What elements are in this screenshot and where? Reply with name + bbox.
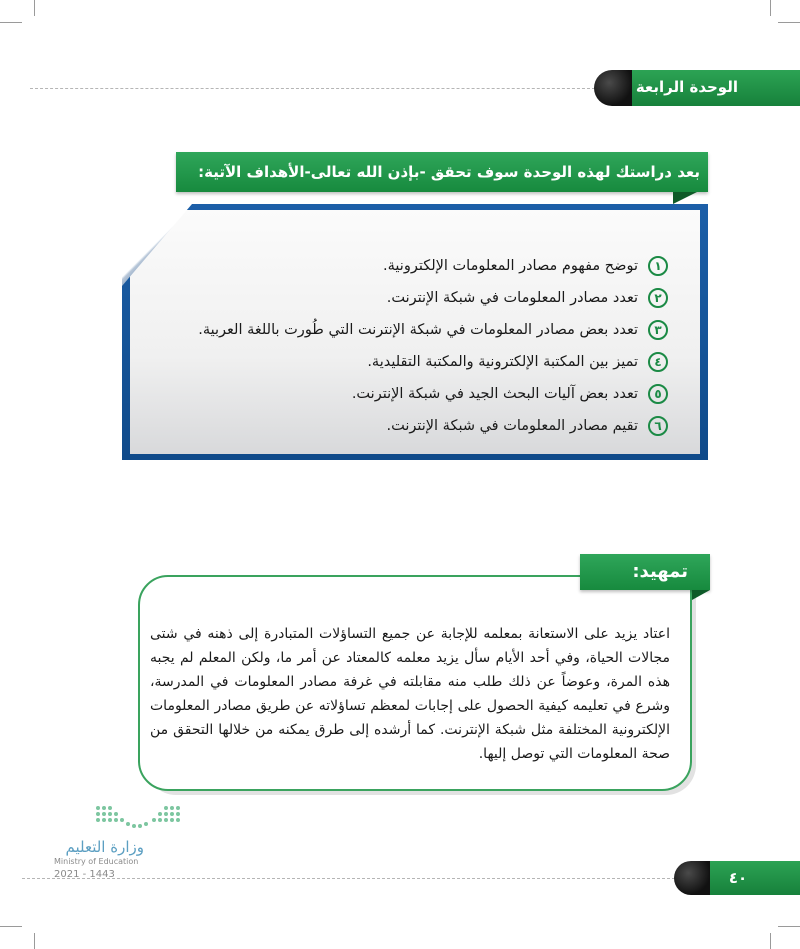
number-badge: ٢ [648, 288, 668, 308]
top-dashed-rule [30, 88, 595, 89]
objective-text: تعدد مصادر المعلومات في شبكة الإنترنت. [386, 290, 638, 306]
crop-mark [770, 933, 771, 949]
bottom-dashed-rule [22, 878, 690, 879]
objective-item [198, 314, 668, 346]
objective-item [198, 346, 668, 378]
objective-text: تعدد بعض مصادر المعلومات في شبكة الإنترنت التي طُورت باللغة العربية. [198, 322, 638, 338]
objective-item [198, 250, 668, 282]
unit-tab-cap [594, 70, 632, 106]
goals-banner-fold [673, 192, 697, 204]
crop-mark [770, 0, 771, 16]
crop-mark [0, 22, 22, 23]
crop-mark [34, 933, 35, 949]
crop-mark [778, 926, 800, 927]
ministry-logo-icon [92, 802, 184, 832]
objective-item [198, 282, 668, 314]
crop-mark [0, 926, 22, 927]
ministry-name-ar: وزارة التعليم [65, 838, 144, 856]
goals-heading: بعد دراستك لهذه الوحدة سوف تحقق -بإذن الله تعالى-الأهداف الآتية: [198, 163, 700, 181]
intro-paragraph: اعتاد يزيد على الاستعانة بمعلمه للإجابة عن جميع التساؤلات المتبادرة إلى ذهنه في شتى مجالات الحياة، وفي أحد الأيام سأل يزيد معلمه كالمعتاد عن أمر ما، ولكن المعلم لم يجبه هذه المرة، وعوضاً عن ذلك طلب منه مقابلته في غرفة مصادر المعلومات في المدرسة، وشرع في تعليمه كيفية الحصول على إجابات لمعظم تساؤلاته عن طريق مصادر المعلومات الإلكترونية المختلفة مثل شبكة الإنترنت. كما أرشده إلى طرق يمكنه من خلالها التحقق من صحة المعلومات التي توصل إليها. [150, 626, 670, 762]
edition-year: 2021 - 1443 [54, 869, 115, 880]
crop-mark [778, 22, 800, 23]
number-badge: ٦ [648, 416, 668, 436]
number-badge: ١ [648, 256, 668, 276]
number-badge: ٤ [648, 352, 668, 372]
page-number: ٤٠ [728, 869, 748, 887]
objective-text: تقيم مصادر المعلومات في شبكة الإنترنت. [386, 418, 638, 434]
objective-text: توضح مفهوم مصادر المعلومات الإلكترونية. [383, 258, 638, 274]
intro-title: تمهيد: [632, 561, 688, 582]
intro-tab-fold [692, 590, 710, 600]
ministry-name-en: Ministry of Education [54, 857, 139, 866]
page-number-tab-cap [674, 861, 710, 895]
crop-mark [34, 0, 35, 16]
unit-title: الوحدة الرابعة [635, 78, 738, 96]
objective-item [198, 410, 668, 442]
number-badge: ٥ [648, 384, 668, 404]
number-badge: ٣ [648, 320, 668, 340]
objectives-list [198, 250, 668, 442]
objective-text: تميز بين المكتبة الإلكترونية والمكتبة التقليدية. [367, 354, 638, 370]
objective-item [198, 378, 668, 410]
objective-text: تعدد بعض آليات البحث الجيد في شبكة الإنترنت. [351, 386, 638, 402]
